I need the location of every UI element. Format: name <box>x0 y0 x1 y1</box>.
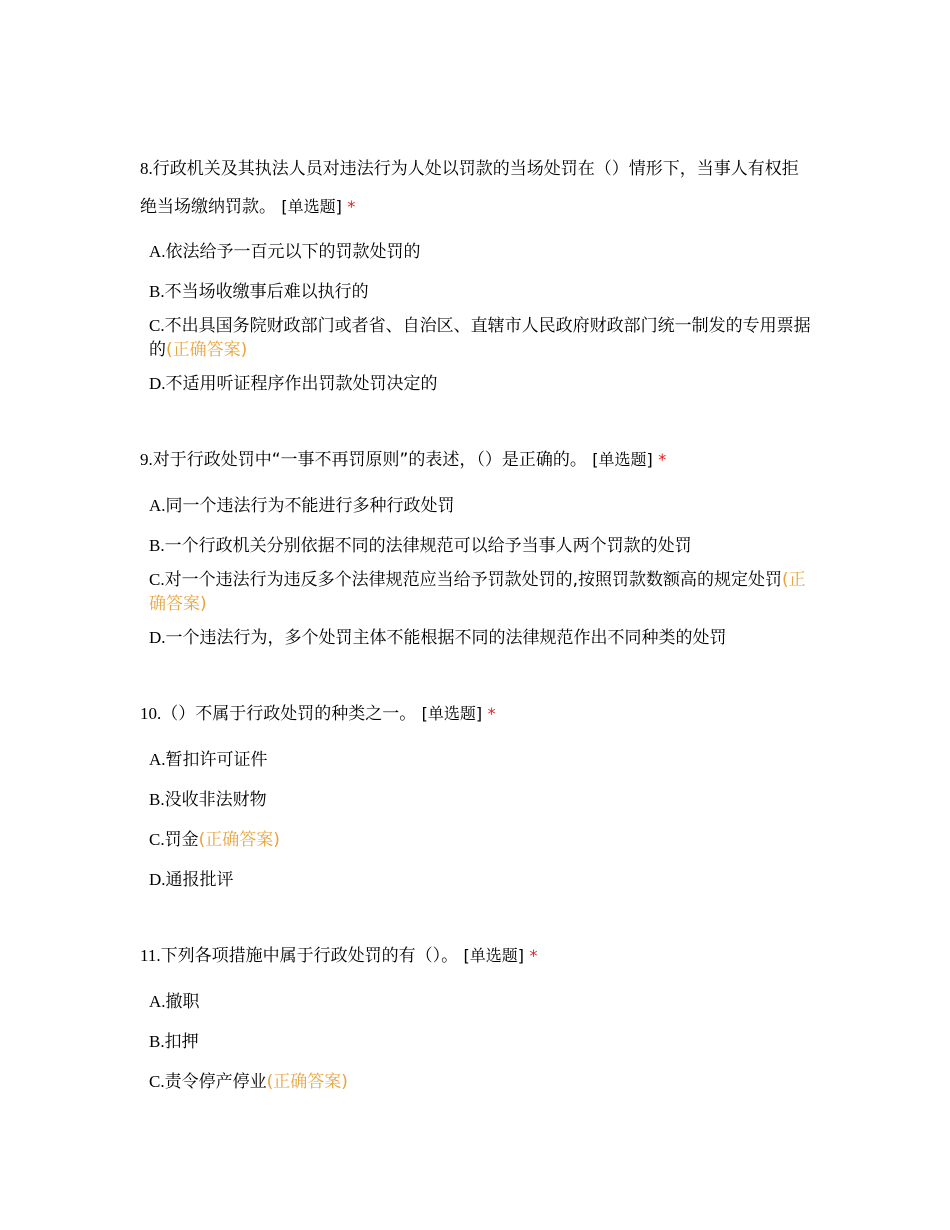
option-letter: D. <box>149 870 166 889</box>
option-text: 同一个违法行为不能进行多种行政处罚 <box>165 496 455 516</box>
option-text: 对一个违法行为违反多个法律规范应当给予罚款处罚的,按照罚款数额高的规定处罚 <box>164 570 782 590</box>
option-a[interactable] <box>149 494 814 518</box>
question-text: （）不属于行政处罚的种类之一。 <box>161 704 417 724</box>
option-text: 一个行政机关分别依据不同的法律规范可以给予当事人两个罚款的处罚 <box>164 536 692 556</box>
question-title <box>140 695 815 733</box>
option-b[interactable] <box>149 280 814 304</box>
option-c[interactable] <box>149 568 814 616</box>
option-text: 一个违法行为，多个处罚主体不能根据不同的法律规范作出不同种类的处罚 <box>165 628 727 648</box>
option-text: 不适用听证程序作出罚款处罚决定的 <box>165 374 438 394</box>
option-letter: B. <box>149 790 165 809</box>
required-star: * <box>658 450 667 469</box>
option-letter: B. <box>149 536 165 555</box>
option-a[interactable] <box>149 748 814 772</box>
option-text: 不当场收缴事后难以执行的 <box>164 282 369 302</box>
option-text: 不出具国务院财政部门或者省、自治区、直辖市人民政府财政部门统一制发的专用票据的 <box>149 316 811 360</box>
option-d[interactable] <box>149 626 814 650</box>
option-letter: A. <box>149 992 166 1011</box>
question-number: 10. <box>140 704 162 723</box>
option-d[interactable] <box>149 868 814 892</box>
option-letter: A. <box>149 242 166 261</box>
option-text: 撤职 <box>165 992 200 1012</box>
option-letter: A. <box>149 496 166 515</box>
question-type-label: [单选题] <box>592 450 653 469</box>
question-title <box>140 937 815 975</box>
option-a[interactable] <box>149 240 814 264</box>
option-letter: B. <box>149 1032 165 1051</box>
option-b[interactable] <box>149 1030 814 1054</box>
correct-answer-tag: (正确答案) <box>149 570 806 614</box>
option-letter: D. <box>149 628 166 647</box>
option-text: 暂扣许可证件 <box>165 750 268 770</box>
option-text: 罚金 <box>164 830 199 850</box>
option-b[interactable] <box>149 788 814 812</box>
question-title <box>140 150 815 226</box>
question-number: 9. <box>140 450 153 469</box>
required-star: * <box>529 946 538 965</box>
option-text: 责令停产停业 <box>164 1072 267 1092</box>
correct-answer-tag: (正确答案) <box>166 340 248 360</box>
correct-answer-tag: (正确答案) <box>266 1072 348 1092</box>
option-letter: C. <box>149 316 165 335</box>
option-letter: A. <box>149 750 166 769</box>
option-d[interactable] <box>149 372 814 396</box>
question-type-label: [单选题] <box>421 704 483 723</box>
option-text: 扣押 <box>164 1032 199 1052</box>
option-letter: C. <box>149 830 165 849</box>
correct-answer-tag: (正确答案) <box>198 830 280 850</box>
option-text: 没收非法财物 <box>164 790 267 810</box>
option-letter: B. <box>149 282 165 301</box>
question-title <box>140 441 815 479</box>
option-c[interactable] <box>149 314 814 362</box>
question-type-label: [单选题] <box>463 946 525 965</box>
question-number: 8. <box>140 159 153 178</box>
required-star: * <box>347 197 356 216</box>
option-letter: D. <box>149 374 166 393</box>
question-text: 下列各项措施中属于行政处罚的有（）。 <box>160 946 459 966</box>
question-type-label: [单选题] <box>281 197 342 216</box>
option-text: 通报批评 <box>165 870 234 890</box>
question-text: 对于行政处罚中“一事不再罚原则”的表述，（）是正确的。 <box>152 450 587 470</box>
option-letter: C. <box>149 1072 165 1091</box>
option-letter: C. <box>149 570 165 589</box>
option-a[interactable] <box>149 990 814 1014</box>
option-c[interactable] <box>149 828 814 852</box>
option-b[interactable] <box>149 534 814 558</box>
question-text: 行政机关及其执法人员对违法行为人处以罚款的当场处罚在（）情形下，当事人有权拒绝当场缴纳罚款。 <box>140 159 799 217</box>
option-text: 依法给予一百元以下的罚款处罚的 <box>165 242 421 262</box>
required-star: * <box>487 704 496 723</box>
question-number: 11. <box>140 946 161 965</box>
option-c[interactable] <box>149 1070 814 1094</box>
